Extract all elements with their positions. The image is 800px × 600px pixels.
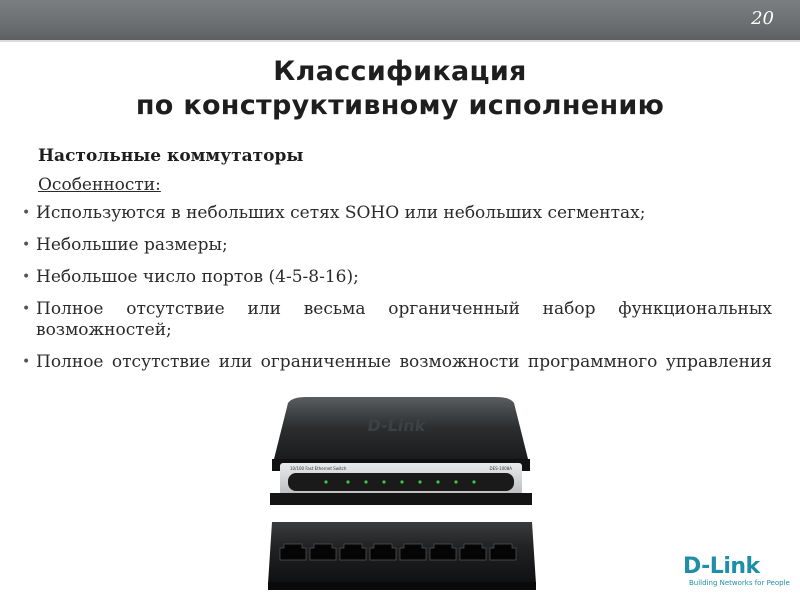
brand-logo <box>683 555 793 595</box>
bullet-icon: • <box>22 237 31 253</box>
switch-brand-logo: D-Link <box>366 416 427 435</box>
switch-front-image <box>266 393 536 509</box>
bullet-icon: • <box>22 354 31 370</box>
bullet-icon: • <box>22 269 31 285</box>
slide-title-line-2: по конструктивному исполнению <box>135 90 665 121</box>
switch-model-code: DES-1008A <box>489 466 512 471</box>
slide-title <box>0 55 800 123</box>
top-bar <box>0 0 800 40</box>
switch-model-label: 10/100 Fast Ethernet Switch <box>290 466 347 471</box>
brand-logo-name: D-Link <box>683 554 760 579</box>
bullet-icon: • <box>22 301 31 317</box>
switch-back-image <box>266 518 538 592</box>
bullet-item: • Небольшие размеры; <box>22 235 228 255</box>
brand-logo-tagline: Building Networks for People <box>689 579 790 587</box>
bullet-item: • Полное отсутствие или весьма органиченный набор функциональных возможностей; <box>22 299 772 340</box>
bullet-item: • Небольшое число портов (4-5-8-16); <box>22 267 359 287</box>
subheading: Настольные коммутаторы <box>38 146 304 166</box>
bullet-item: • Используются в небольших сетях SOHO или небольших сегментах; <box>22 203 646 223</box>
slide-title-line-1: Классификация <box>273 56 527 87</box>
top-bar-divider <box>0 40 800 42</box>
features-label: Особенности: <box>38 175 161 195</box>
slide-number: 20 <box>751 8 774 29</box>
bullet-list <box>20 203 772 384</box>
bullet-icon: • <box>22 205 31 221</box>
bullet-item: • Полное отсутствие или ограниченные возможности программного управления <box>22 352 772 372</box>
